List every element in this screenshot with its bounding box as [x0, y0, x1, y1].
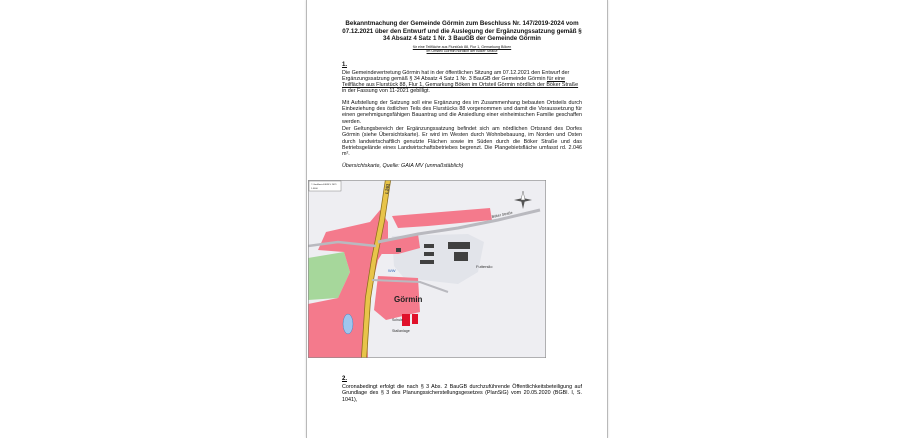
section-2-number: 2. — [342, 376, 348, 382]
section-1-number: 1. — [342, 61, 348, 68]
map-label-ww: WW — [388, 268, 396, 273]
map-header-2: 1:5000 — [311, 188, 318, 190]
section-2 — [342, 376, 582, 403]
section-1-paragraph-2: Mit Aufstellung der Satzung soll eine Ergänzung des im Zusammenhang bebauten Ortsteils durch Einbeziehung des östlichen Teils des Flurstücks 88 vorgenommen und damit die Voraussetzung für einen genehmigungsfähigen Bauantrag und die Ansiedlung einer einheimischen Familie geschaffen werden. — [342, 99, 582, 125]
map-label-place: Görmin — [394, 295, 423, 304]
map-label-stall: Stallanlage — [392, 329, 410, 333]
map-label-street1: L261 — [384, 183, 391, 195]
s1-p1-underlined: für eine Teilfläche aus Flurstück 88, Flur 1, Gemarkung Böken im Ortsteil Görmin nördlich der Böker Straße — [342, 75, 579, 89]
plan-area-1 — [402, 314, 410, 326]
map-caption: Übersichtskarte, Quelle: GAIA MV (unmaßstäblich) — [342, 163, 464, 170]
section-1-paragraph-1 — [342, 70, 582, 95]
document-subtitle-2: im Ortsteil Görmin nördlich der Böker Straße — [426, 49, 498, 54]
document-title: Bekanntmachung der Gemeinde Görmin zum Beschluss Nr. 147/2019-2024 vom 07.12.2021 über den Entwurf und die Auslegung der Ergänzungssatzung gemäß § 34 Absatz 4 Satz 1 Nr. 3 BauGB der Gemeinde Görmin — [342, 20, 582, 43]
s1-p1-text-a: Die Gemeindevertretung Görmin hat in der öffentlichen Sitzung am 07.12.2021 den Entwurf der Ergänzungssatzung gemäß § 34 Absatz 4 Satz 1 Nr. 3 BauGB der Gemeinde Görmin — [342, 69, 570, 82]
building-6 — [396, 248, 401, 252]
document-body — [342, 20, 582, 170]
building-4 — [424, 252, 434, 256]
map-label-street2: Böker Straße — [491, 210, 513, 219]
building-1 — [448, 242, 470, 249]
map-label-schule: Schule — [392, 318, 403, 322]
building-2 — [454, 252, 468, 261]
pond — [343, 314, 353, 334]
document-subtitle-1: für eine Teilfläche aus Flurstück 88, Flur 1, Gemarkung Böken — [412, 44, 512, 49]
overview-map — [308, 180, 546, 358]
document-page — [306, 0, 608, 438]
building-3 — [424, 244, 434, 248]
map-header-1: © GeoBasis-DE/M-V 2021 — [311, 184, 337, 186]
building-5 — [420, 260, 434, 264]
map-label-futter: Futtersilo — [476, 264, 493, 269]
s1-p1-text-b: in der Fassung von 11-2021 gebilligt. — [342, 88, 431, 95]
section-1-paragraph-3: Der Geltungsbereich der Ergänzungssatzung befindet sich am nördlichen Ortsrand des Dorfes Görmin (siehe Übersichtskarte). Er wird im Westen durch Wohnbebauung, im Norden und Osten durch landwirtschaftlich genutzte Flächen sowie im Süden durch die Böker Straße und das Betriebsgelände eines Landwirtschaftsbetriebes begrenzt. Die Plangebietsfläche umfasst rd. 2.046 m². — [342, 125, 582, 158]
section-2-paragraph-1: Coronabedingt erfolgt die nach § 3 Abs. 2 BauGB durchzuführende Öffentlichkeitsbeteiligung auf Grundlage des § 3 des Planungssicherstellungsgesetzes (PlanSiG) vom 20.05.2020 (BGBl. I, S. 1041), — [342, 384, 582, 403]
plan-area-2 — [412, 314, 418, 324]
